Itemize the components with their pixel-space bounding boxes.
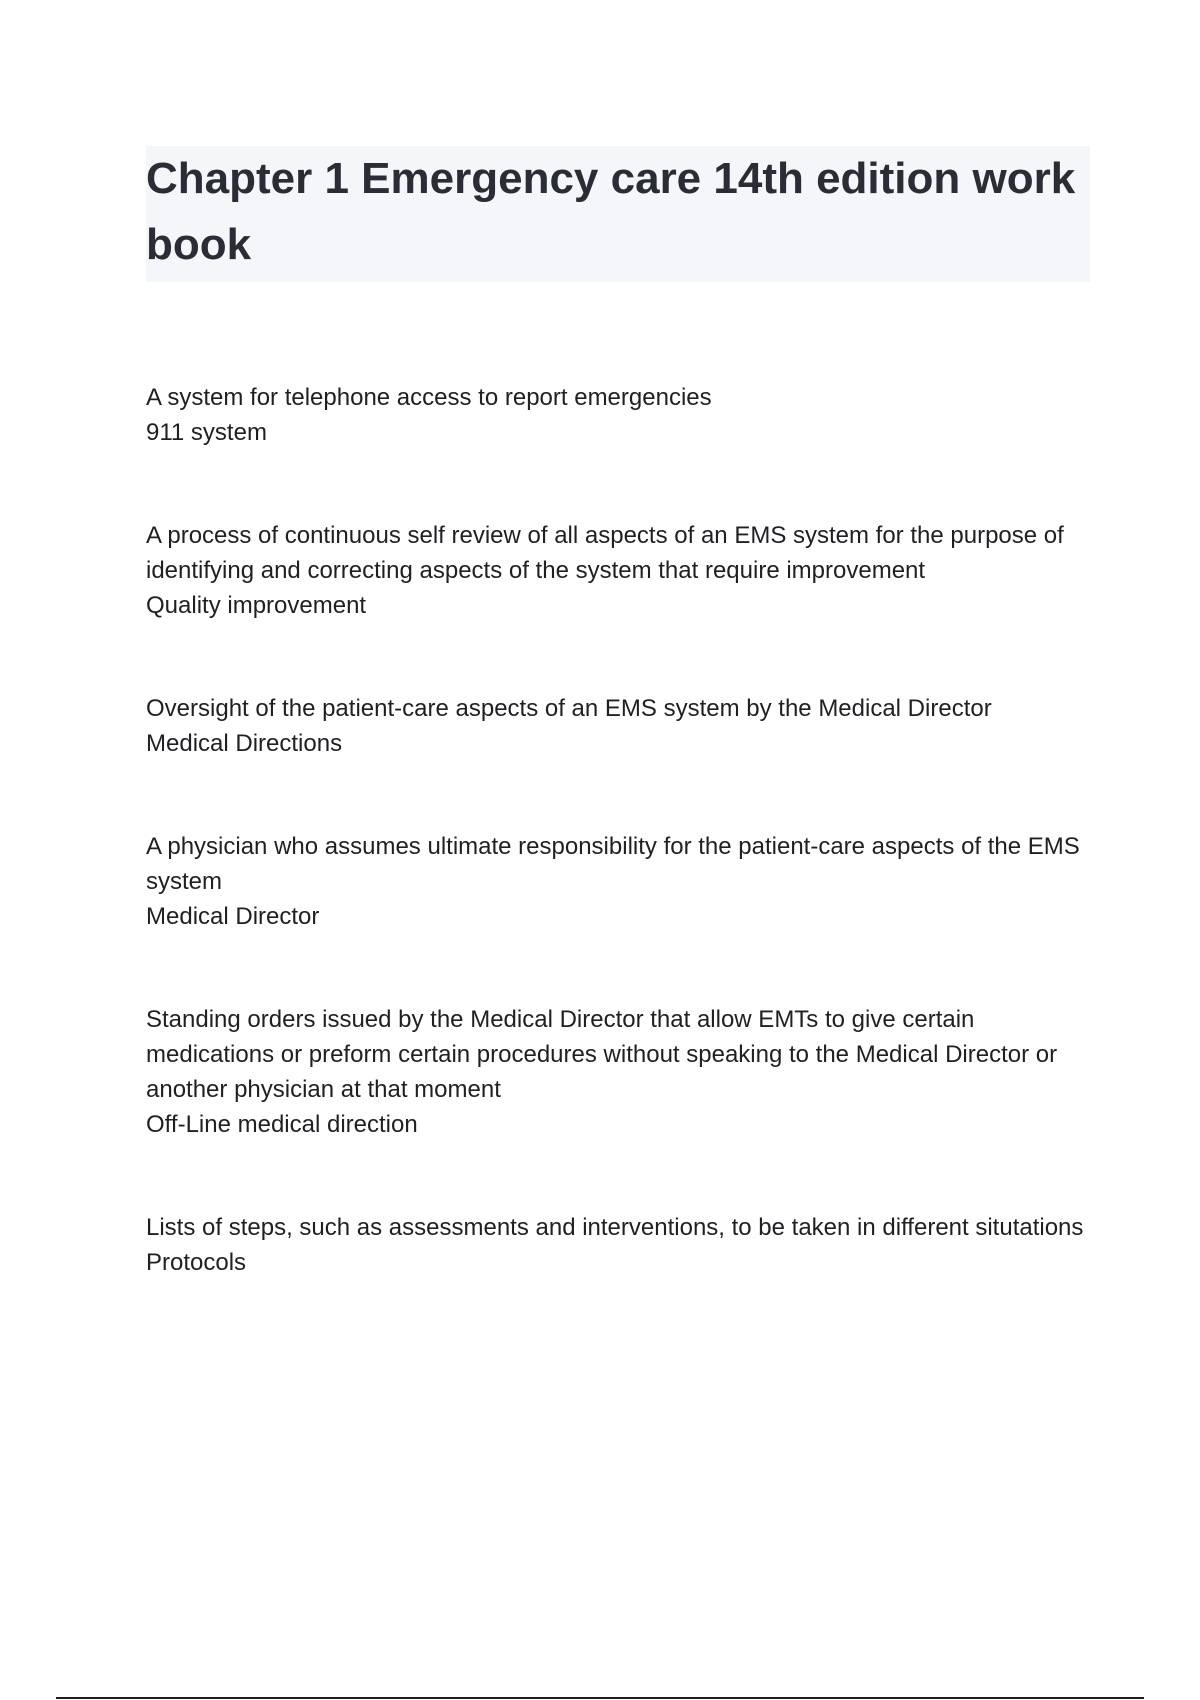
title-banner — [146, 146, 1090, 282]
flashcard — [146, 1210, 1090, 1280]
flashcard — [146, 691, 1090, 761]
card-definition: A physician who assumes ultimate responsibility for the patient-care aspects of the EMS system — [146, 833, 1080, 895]
flashcard — [146, 1002, 1090, 1142]
card-term: 911 system — [146, 419, 267, 446]
card-definition: Oversight of the patient-care aspects of an EMS system by the Medical Director — [146, 695, 992, 722]
card-term: Medical Directions — [146, 730, 343, 757]
card-term: Quality improvement — [146, 592, 367, 619]
flashcard-list — [146, 380, 1090, 1348]
page-title: Chapter 1 Emergency care 14th edition work book — [146, 154, 1076, 269]
card-definition: A process of continuous self review of all aspects of an EMS system for the purpose of identifying and correcting aspects of the system that require improvement — [146, 522, 1064, 584]
page-bottom-divider — [56, 1697, 1144, 1699]
card-definition: Lists of steps, such as assessments and interventions, to be taken in different situtations — [146, 1214, 1084, 1241]
card-definition: Standing orders issued by the Medical Director that allow EMTs to give certain medications or preform certain procedures without speaking to the Medical Director or another physician at that moment — [146, 1006, 1058, 1103]
card-term: Off-Line medical direction — [146, 1111, 418, 1138]
card-term: Medical Director — [146, 903, 320, 930]
flashcard — [146, 518, 1090, 623]
flashcard — [146, 380, 1090, 450]
card-definition: A system for telephone access to report emergencies — [146, 384, 712, 411]
flashcard — [146, 829, 1090, 934]
card-term: Protocols — [146, 1249, 247, 1276]
